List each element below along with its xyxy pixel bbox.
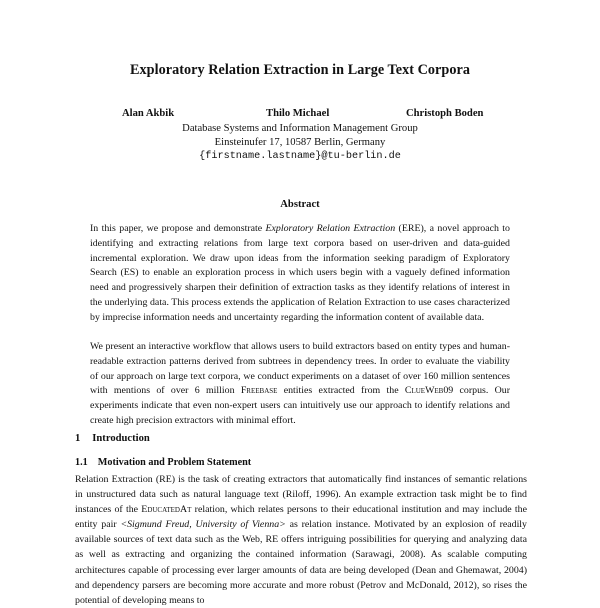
affiliation-email: {firstname.lastname}@tu-berlin.de [199,151,401,162]
section-number: 1 [75,433,81,444]
abstract-heading: Abstract [280,199,320,210]
subsection-title: Motivation and Problem Statement [97,457,252,468]
body-text: as relation instance. Motivated by an explosion of readily available sources of text data such as the Web, RE offers intriguing possibilities for querying and analyzing data as well as extracting and organizing the contained information (Sarawagi, 2008). As scalable computing architectures capable of processing ever larger amounts of data are being developed (Dean and Ghemawat, 2004) and dependency parsers are becoming more accurate and more robust (Petrov and McDonald, 2012), so rises the potential of developing means to [75,519,527,606]
abstract-smallcaps: ClueWeb09 [404,385,454,397]
body-smallcaps: EducatedAt [141,504,192,516]
body-text: relation, which relates persons to their educational institution and may include the entity pair [75,504,527,531]
abstract-paragraph [90,222,510,326]
affiliation-group: Database Systems and Information Management Group [182,123,418,134]
subsection-number: 1.1 [75,457,88,468]
author-name: Alan Akbik [122,108,175,119]
abstract-text: corpus. Our experiments indicate that even non-expert users can intuitively use our approach to identify relations and create high precision extractors with minimal effort. [90,385,510,426]
paper-title: Exploratory Relation Extraction in Large Text Corpora [130,62,470,78]
abstract-text: In this paper, we propose and demonstrate [90,223,266,234]
subsection-heading [75,457,251,468]
abstract-text: entities extracted from the [277,385,405,397]
affiliation-address: Einsteinufer 17, 10587 Berlin, Germany [214,137,386,148]
abstract-emphasis: Exploratory Relation Extraction [265,223,396,234]
section-heading [75,433,150,444]
intro-paragraph [75,472,527,608]
abstract-paragraph [90,340,510,429]
body-text: Relation Extraction (RE) is the task of creating extractors that automatically find instances of semantic relations in unstructured data such as natural language text (Riloff, 1996). An example extraction task might be to find instances of the [75,474,527,516]
abstract-text: (ERE), a novel approach to identifying and extracting relations from large text corpora based on user-driven and data-guided incremental exploration. We draw upon ideas from the information seeking paradigm of Exploratory Search (ES) to enable an exploration process in which users begin with a vaguely defined information need and progressively sharpen their definition of extraction tasks as they identify relations of interest in the underlying data. This process extends the application of Relation Extraction to use cases characterized by imprecise information needs and uncertainty regarding the information content of available data. [90,223,510,323]
author-name: Christoph Boden [406,108,484,119]
section-title: Introduction [92,433,150,444]
author-name: Thilo Michael [266,108,330,119]
abstract-smallcaps: Freebase [240,385,278,397]
abstract-text: We present an interactive workflow that allows users to build extractors based on entity types and human-readable extraction patterns derived from subtrees in dependency trees. In order to evaluate the viability of our approach on large text corpora, we conduct experiments on a dataset of over 160 million sentences with mentions of over 6 million [90,341,510,397]
body-emphasis: <Sigmund Freud, University of Vienna> [120,519,286,531]
